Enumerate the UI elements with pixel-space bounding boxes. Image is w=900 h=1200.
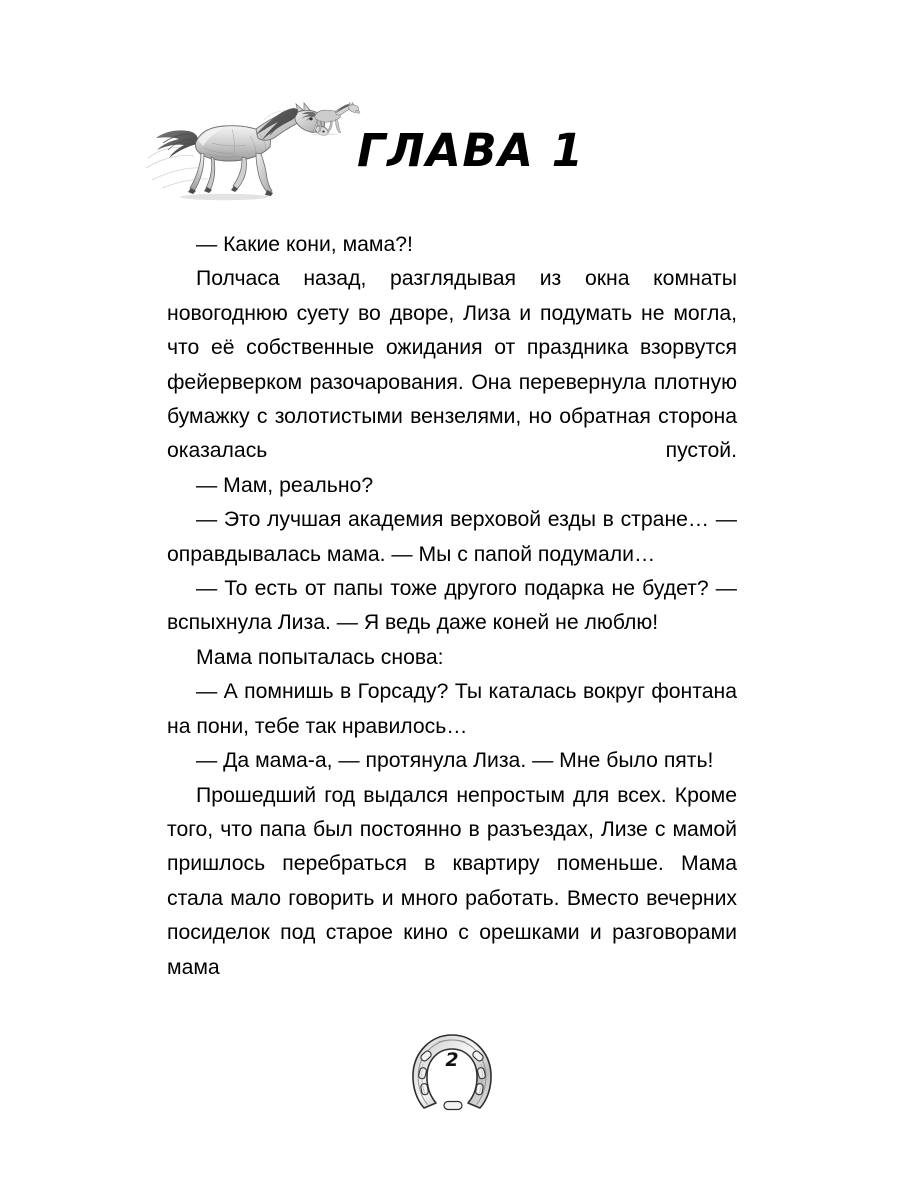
paragraph: — То есть от папы тоже другого подарка не будет? — вспыхнула Лиза. — Я ведь даже коней не люблю!	[167, 577, 737, 635]
page-number: 2	[445, 1049, 459, 1071]
chapter-title: ГЛАВА 1	[357, 124, 585, 177]
paragraph: — Какие кони, мама?!	[196, 233, 413, 256]
galloping-horses-sketch	[146, 96, 361, 208]
paragraph: — Мам, реально?	[196, 473, 374, 497]
paragraph: — Да мама-а, — протянула Лиза. — Мне было пять!	[196, 749, 714, 773]
paragraph: Мама попыталась снова:	[196, 645, 444, 669]
paragraph: Полчаса назад, разглядывая из окна комнаты новогоднюю суету во дворе, Лиза и подумать не могла, что её собственные ожидания от праздника взорвутся фейерверком разочарования. Она перевернула плотную бумажку с золотистыми вензелями, но обратная сторона оказалась пустой.	[167, 267, 737, 463]
paragraph: Прошедший год выдался непростым для всех. Кроме того, что папа был постоянно в разъездах, Лизе с мамой пришлось перебраться в квартиру поменьше. Мама стала мало говорить и много работать. Вместо вечерних посиделок под старое кино с орешками и разговорами мама	[167, 783, 737, 979]
paragraph: — Это лучшая академия верховой езды в стране… — оправдывалась мама. — Мы с папой подумали…	[167, 508, 737, 566]
horseshoe-icon	[400, 1030, 504, 1118]
chapter-header	[0, 96, 900, 214]
paragraph: — А помнишь в Горсаду? Ты каталась вокруг фонтана на пони, тебе так нравилось…	[167, 680, 737, 738]
chapter-body	[167, 228, 737, 985]
